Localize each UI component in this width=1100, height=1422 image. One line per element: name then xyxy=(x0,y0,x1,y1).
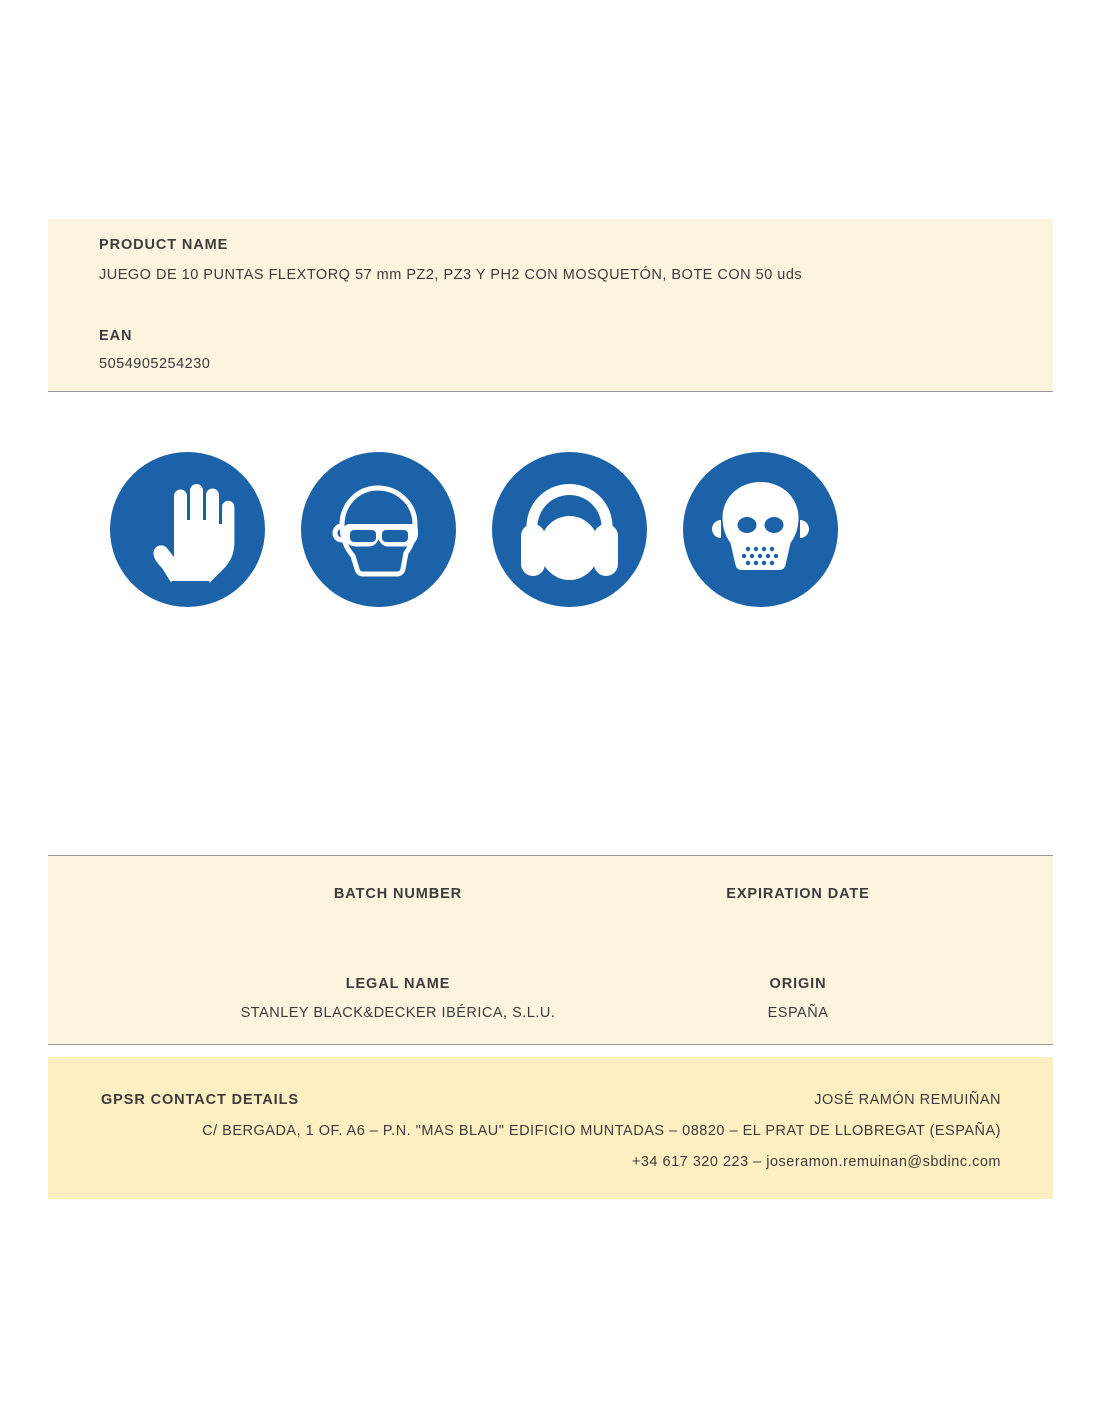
origin-label: ORIGIN xyxy=(769,976,827,992)
product-name-value: JUEGO DE 10 PUNTAS FLEXTORQ 57 mm PZ2, PZ3 Y PH2 CON MOSQUETÓN, BOTE CON 50 uds xyxy=(99,267,803,283)
gpsr-contact-address: C/ BERGADA, 1 OF. A6 – P.N. "MAS BLAU" EDIFICIO MUNTADAS – 08820 – EL PRAT DE LLOBREGAT (ESPAÑA) xyxy=(202,1123,1001,1139)
gpsr-contact-person: JOSÉ RAMÓN REMUIÑAN xyxy=(814,1092,1001,1108)
batch-legal-section xyxy=(48,855,1053,1045)
gpsr-contact-section xyxy=(48,1057,1053,1199)
legal-name-value: STANLEY BLACK&DECKER IBÉRICA, S.L.U. xyxy=(240,1005,556,1021)
batch-number-label: BATCH NUMBER xyxy=(333,886,463,902)
ean-label: EAN xyxy=(99,328,133,344)
wear-eye-protection-icon xyxy=(301,452,456,607)
safety-pictogram-row xyxy=(110,452,830,612)
wear-ear-protection-icon xyxy=(492,452,647,607)
product-info-section xyxy=(48,219,1053,392)
origin-value: ESPAÑA xyxy=(767,1005,829,1021)
gpsr-contact-phone-email: +34 617 320 223 – joseramon.remuinan@sbdinc.com xyxy=(631,1154,1001,1170)
expiration-date-label: EXPIRATION DATE xyxy=(726,886,870,902)
wear-respiratory-protection-icon xyxy=(683,452,838,607)
ean-value: 5054905254230 xyxy=(99,356,211,372)
gpsr-contact-title: GPSR CONTACT DETAILS xyxy=(101,1092,299,1108)
legal-name-label: LEGAL NAME xyxy=(345,976,451,992)
wear-protective-gloves-icon xyxy=(110,452,265,607)
product-name-label: PRODUCT NAME xyxy=(99,237,229,253)
